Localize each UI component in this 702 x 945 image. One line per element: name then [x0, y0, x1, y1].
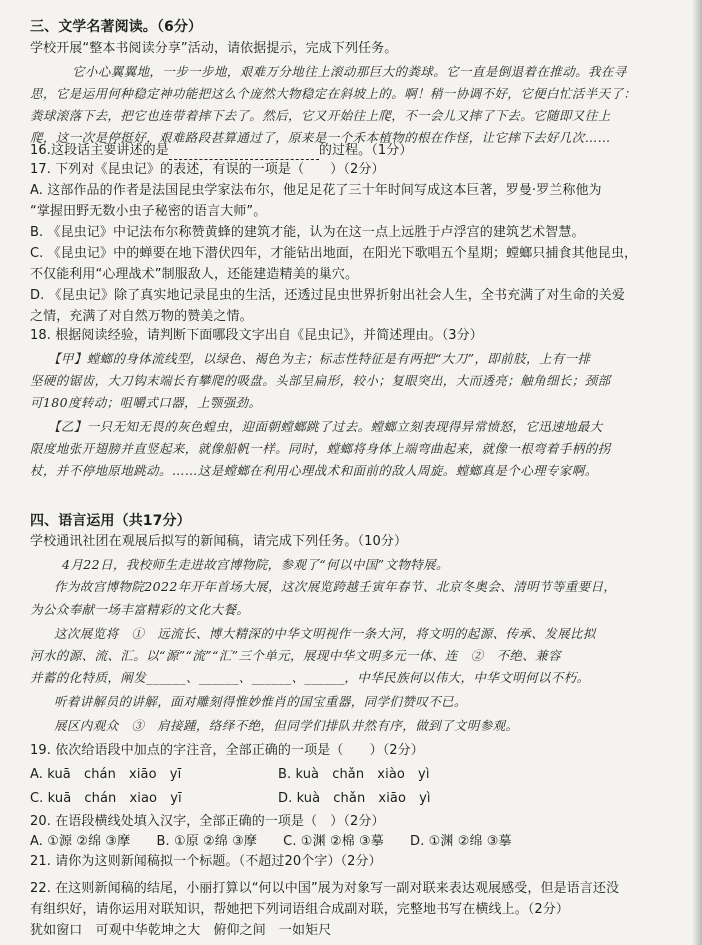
- q17-option-a-2: “掌握田野无数小虫子秘密的语言大师”。: [30, 204, 267, 219]
- question-22-words: 犹如窗口 可观中华乾坤之大 俯仰之间 一如矩尺: [30, 923, 332, 938]
- question-16-blank[interactable]: [169, 146, 319, 160]
- question-17: 17. 下列对《昆虫记》的表述，有误的一项是（ ）（2分）: [30, 162, 385, 177]
- q17-option-c-1: C. 《昆虫记》中的蝉要在地下潜伏四年，才能钻出地面，在阳光下歌唱五个星期；螳螂只捕食其他昆虫，: [30, 246, 638, 261]
- passage-jia-1: 【甲】螳螂的身体流线型，以绿色、褐色为主；标志性特征是有两把“大刀”，即前肢，上有一排: [48, 351, 591, 366]
- q19-option-d: D. kuà chǎn xiāo yì: [278, 791, 431, 806]
- passage-jia-2: 坚硬的锯齿，大刀钩末端长有攀爬的吸盘。头部呈扁形，较小；复眼突出，大而透亮；触角细长；颈部: [30, 373, 611, 388]
- question-18: 18. 根据阅读经验，请判断下面哪段文字出自《昆虫记》，并简述理由。（3分）: [30, 328, 483, 343]
- question-16: [30, 142, 412, 160]
- q20-options: A. ①源 ②绵 ③摩 B. ①原 ②绵 ③摩 C. ①渊 ②棉 ③摹 D. ①渊 ②绵 ③摹: [30, 834, 512, 849]
- passage-line-2: 思，它是运用何种稳定神功能把这么个庞然大物稳定在斜坡上的。啊！稍一协调不好，它便白忙活半天了：: [30, 86, 637, 101]
- q19-option-c: C. kuā chán xiao yī: [30, 791, 182, 806]
- question-21: 21. 请你为这则新闻稿拟一个标题。（不超过20个字）（2分）: [30, 854, 382, 869]
- news-line-8: 展区内观众 ③ 肩接踵，络绎不绝，但同学们排队井然有序，做到了文明参观。: [54, 718, 519, 733]
- question-22-line-2: 有组织好，请你运用对联知识，帮她把下列词语组合成副对联，完整地书写在横线上。（2分）: [30, 902, 569, 917]
- section-3-heading: 三、文学名著阅读。（6分）: [30, 19, 203, 35]
- question-22-line-1: 22. 在这则新闻稿的结尾，小丽打算以“何以中国”展为对象写一副对联来表达观展感受，但是语言还没: [30, 881, 620, 896]
- passage-yi-2: 限度地张开翅膀并直竖起来，就像船帆一样。同时，螳螂将身体上端弯曲起来，就像一根弯着手柄的拐: [30, 441, 611, 456]
- question-16-tail: 的过程。（1分）: [318, 143, 413, 158]
- passage-line-3: 粪球滚落下去，把它也连带着摔下去了。然后，它又开始往上爬，不一会儿又摔了下去。它随即又往上: [30, 108, 611, 123]
- q17-option-a-1: A. 这部作品的作者是法国昆虫学家法布尔，他足足花了三十年时间写成这本巨著，罗曼·罗兰称他为: [30, 183, 602, 198]
- q17-option-d-1: D. 《昆虫记》除了真实地记录昆虫的生活，还透过昆虫世界折射出社会人生，全书充满了对生命的关爱: [30, 288, 625, 303]
- q17-option-d-2: 之情，充满了对自然万物的赞美之情。: [30, 309, 253, 324]
- question-16-text: 16.这段话主要讲述的是: [30, 143, 169, 158]
- news-line-5: 河水的源、流、汇。以“源”“流”“汇”三个单元，展现中华文明多元一体、连 ② 不绝、兼容: [30, 648, 561, 663]
- news-line-3: 为公众奉献一场丰富精彩的文化大餐。: [30, 602, 250, 617]
- news-line-6: 并蓄的化特质，阐发______、______、______、______，中华民族何以伟大，中华文明何以不朽。: [30, 670, 590, 685]
- question-19: 19. 依次给语段中加点的字注音，全部正确的一项是（ ）（2分）: [30, 743, 424, 758]
- passage-line-1: 它小心翼翼地，一步一步地，艰难万分地往上滚动那巨大的粪球。它一直是倒退着在推动。我在寻: [72, 64, 627, 79]
- q17-option-b: B. 《昆虫记》中记法布尔称赞黄蜂的建筑才能，认为在这一点上远胜于卢浮宫的建筑艺术智慧。: [30, 225, 585, 240]
- question-20: 20. 在语段横线处填入汉字，全部正确的一项是（ ）（2分）: [30, 814, 385, 829]
- q19-option-b: B. kuà chǎn xiào yì: [278, 767, 430, 782]
- passage-yi-1: 【乙】一只无知无畏的灰色蝗虫，迎面朝螳螂跳了过去。螳螂立刻表现得异常愤怒，它迅速地最大: [48, 419, 603, 434]
- passage-line-4: 爬，这一次是停挺好，艰难路段甚算通过了，原来是一个禾本植物的根在作怪，让它摔下去好几次……: [30, 130, 611, 145]
- section-3-intro: 学校开展“整本书阅读分享”活动，请依据提示，完成下列任务。: [30, 41, 398, 56]
- news-line-7: 听着讲解员的讲解，面对雕刻得惟妙惟肖的国宝重器，同学们赞叹不已。: [54, 694, 467, 709]
- section-4-heading: 四、语言运用（共17分）: [30, 513, 191, 529]
- page-edge-shadow: [692, 0, 702, 945]
- news-line-2: 作为故宫博物院2022年开年首场大展，这次展览跨越壬寅年春节、北京冬奥会、清明节等重要日，: [54, 579, 617, 594]
- passage-jia-3: 可180度转动；咀嚼式口器，上颚强劲。: [30, 395, 262, 410]
- q17-option-c-2: 不仅能利用“心理战术”制服敌人，还能建造精美的巢穴。: [30, 267, 359, 282]
- passage-yi-3: 杖，并不停地原地跳动。……这是螳螂在利用心理战术和面前的敌人周旋。螳螂真是个心理专家啊。: [30, 463, 598, 478]
- q19-option-a: A. kuā chán xiāo yī: [30, 767, 182, 782]
- section-4-intro: 学校通讯社团在观展后拟写的新闻稿，请完成下列任务。（10分）: [30, 534, 408, 549]
- news-line-1: 4月22日，我校师生走进故宫博物院，参观了“何以中国”文物特展。: [62, 557, 449, 572]
- news-line-4: 这次展览将 ① 远流长、博大精深的中华文明视作一条大河，将文明的起源、传承、发展比拟: [54, 626, 596, 641]
